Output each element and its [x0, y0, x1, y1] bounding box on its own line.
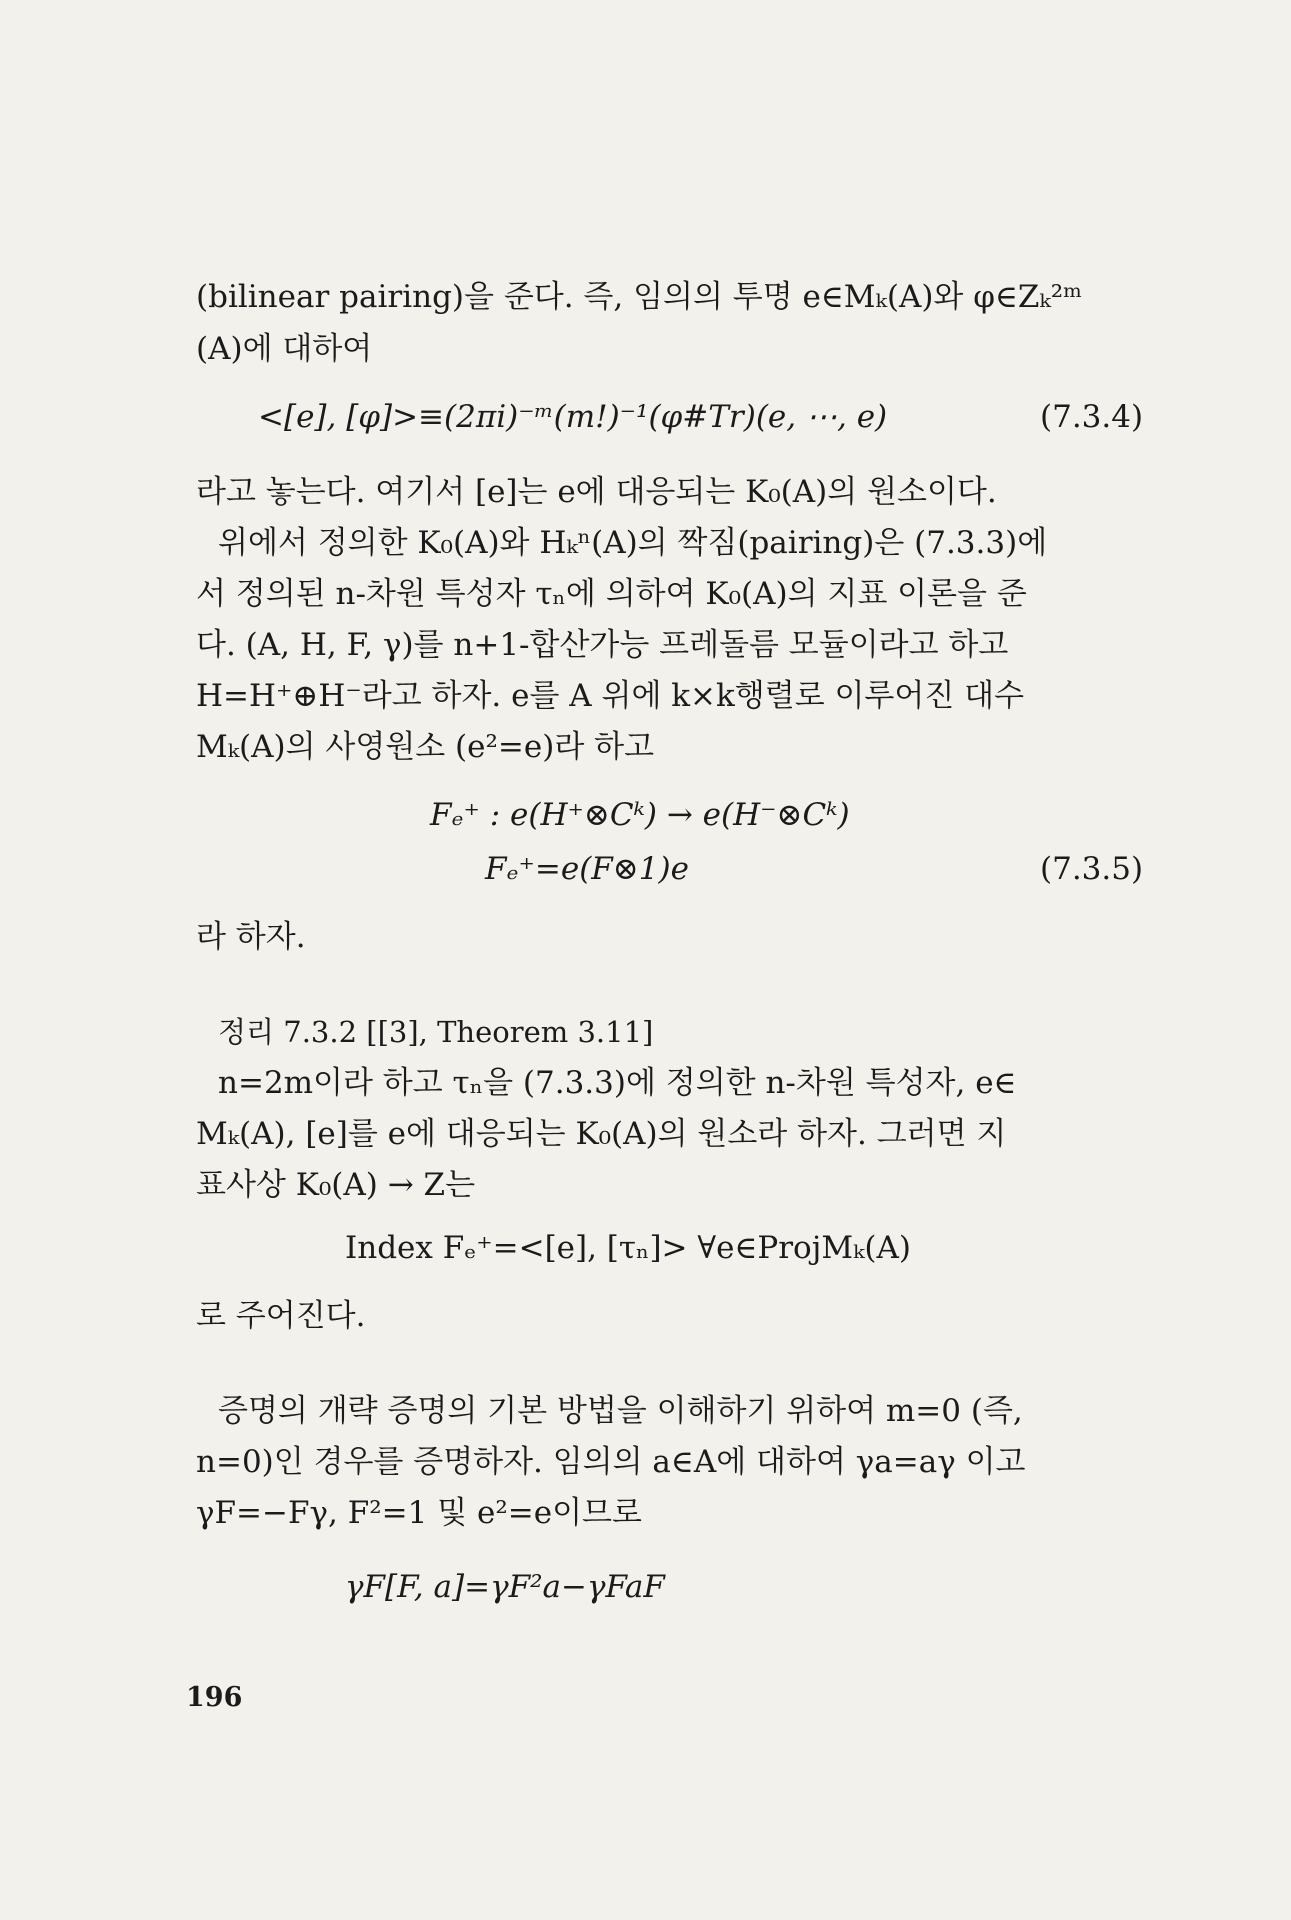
equation-7-3-4: <[e], [φ]>≡(2πi)⁻ᵐ(m!)⁻¹(φ#Tr)(e, ⋯, e): [258, 399, 888, 435]
equation-7-3-5-line-1: Fₑ⁺ : e(H⁺⊗Cᵏ) → e(H⁻⊗Cᵏ): [430, 797, 850, 833]
equation-number-7-3-5: (7.3.5): [1040, 851, 1144, 887]
theorem-line-2: Mₖ(A), [e]를 e에 대응되는 K₀(A)의 원소라 하자. 그러면 지: [196, 1116, 1007, 1152]
theorem-line-1: n=2m이라 하고 τₙ을 (7.3.3)에 정의한 n-차원 특성자, e∈: [218, 1065, 1017, 1101]
theorem-line-3: 표사상 K₀(A) → Z는: [196, 1167, 476, 1203]
paragraph-1-line-1: (bilinear pairing)을 준다. 즉, 임의의 투명 e∈Mₖ(A)와 φ∈Zₖ²ᵐ: [196, 279, 1083, 315]
paragraph-4-line-1: 라 하자.: [196, 919, 306, 955]
paragraph-3-line-1: 위에서 정의한 K₀(A)와 Hₖⁿ(A)의 짝짐(pairing)은 (7.3.3)에: [218, 525, 1048, 561]
index-equation: Index Fₑ⁺=<[e], [τₙ]> ∀e∈ProjMₖ(A): [345, 1230, 911, 1266]
page-number: 196: [186, 1682, 243, 1713]
theorem-heading: 정리 7.3.2 [[3], Theorem 3.11]: [218, 1015, 654, 1049]
paragraph-5-line-1: 로 주어진다.: [196, 1298, 366, 1334]
paragraph-3-line-3: 다. (A, H, F, γ)를 n+1-합산가능 프레돌름 모듈이라고 하고: [196, 627, 1009, 663]
proof-line-2: n=0)인 경우를 증명하자. 임의의 a∈A에 대하여 γa=aγ 이고: [196, 1444, 1026, 1480]
equation-7-3-5-line-2: Fₑ⁺=e(F⊗1)e: [485, 851, 689, 887]
paragraph-3-line-4: H=H⁺⊕H⁻라고 하자. e를 A 위에 k×k행렬로 이루어진 대수: [196, 678, 1025, 714]
paragraph-3-line-2: 서 정의된 n-차원 특성자 τₙ에 의하여 K₀(A)의 지표 이론을 준: [196, 576, 1027, 612]
proof-line-1: 증명의 개략 증명의 기본 방법을 이해하기 위하여 m=0 (즉,: [218, 1393, 1023, 1429]
equation-number-7-3-4: (7.3.4): [1040, 399, 1144, 435]
paragraph-2-line-1: 라고 놓는다. 여기서 [e]는 e에 대응되는 K₀(A)의 원소이다.: [196, 474, 997, 510]
paragraph-3-line-5: Mₖ(A)의 사영원소 (e²=e)라 하고: [196, 729, 655, 765]
proof-line-3: γF=−Fγ, F²=1 및 e²=e이므로: [196, 1495, 642, 1531]
final-equation: γF[F, a]=γF²a−γFaF: [345, 1569, 665, 1605]
paragraph-1-line-2: (A)에 대하여: [196, 331, 373, 367]
